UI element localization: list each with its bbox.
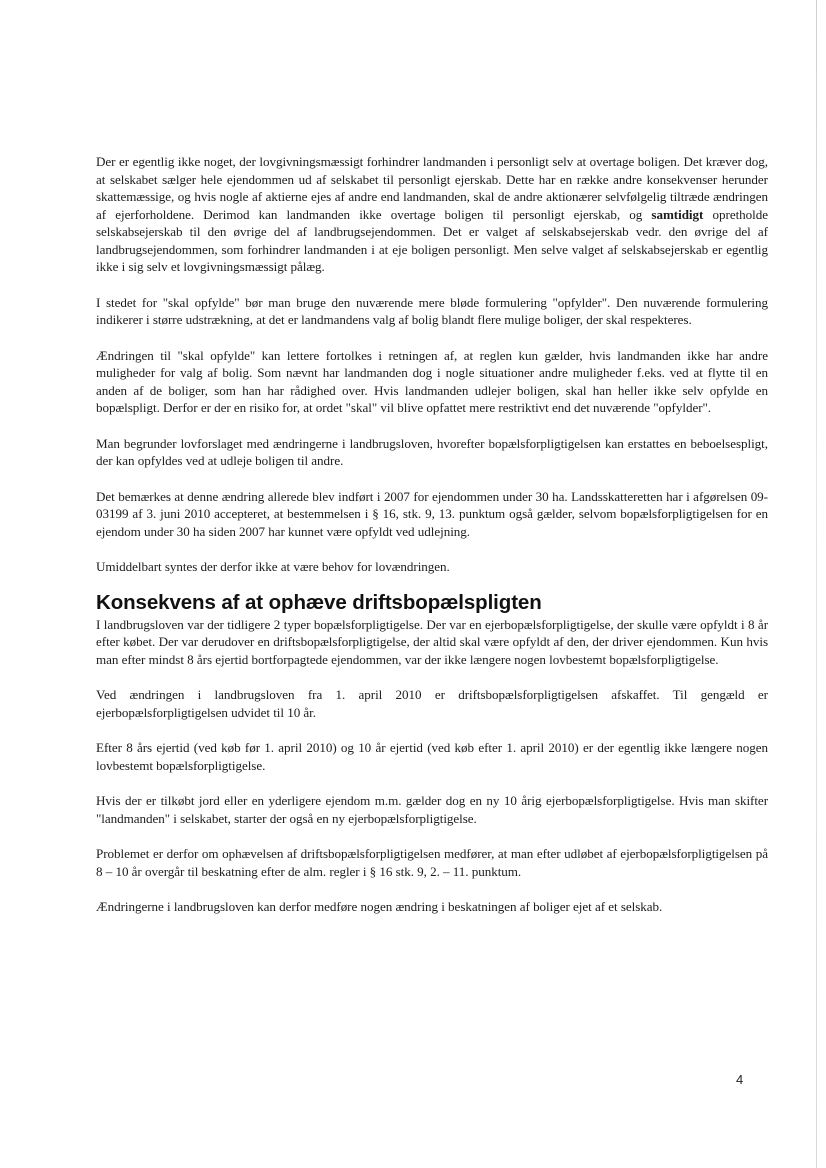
- paragraph-justification: Man begrunder lovforslaget med ændringerne i landbrugsloven, hvorefter bopælsforpligtigelsen kan erstattes en beboelsespligt, der kan opfyldes ved at udleje boligen til andre.: [96, 435, 768, 468]
- paragraph-conclusion: Umiddelbart syntes der derfor ikke at være behov for lovændringen.: [96, 559, 450, 574]
- paragraph-problem: Problemet er derfor om ophævelsen af driftsbopælsforpligtigelsen medfører, at man efter udløbet af ejerbopælsforpligtigelsen på 8 – 10 år overgår til beskatning efter de alm. regler i § 16 stk. 9, 2. – 11. punktum.: [96, 846, 768, 879]
- paragraph-ownership-text-after: opretholde selskabsejerskab til den øvrige del af landbrugsejendommen. Det er valget af selskabsejerskab vedr. den øvrige del af landbrugsejendommen, som forhindrer landmanden i at eje boligen personligt. Men selve valget af selskabsejerskab er egentlig ikke i sig selv et lovgivningsmæssigt pålæg.: [96, 206, 769, 274]
- document-page: [96, 153, 768, 934]
- paragraph-ownership-text-before: Der er egentlig ikke noget, der lovgivningsmæssigt forhindrer landmanden i personligt selv at overtage boligen. Det kræver dog, at selskabet sælger hele ejendommen ud af selskabet til personligt ejerskab. Dette har en række andre konsekvenser herunder skattemæssige, og hvis nogle af aktierne ejes af andre end landmanden, skal de andre aktionærer selvfølgelig tiltræde ændringen af ejerforholdene. Derimod kan landmanden ikke overtage boligen til personligt ejerskab, og: [96, 154, 768, 222]
- paragraph-new-obligation: Hvis der er tilkøbt jord eller en yderligere ejendom m.m. gælder dog en ny 10 årig ejerbopælsforpligtigelse. Hvis man skifter "landmanden" i selskabet, starter der også en ny ejerbopælsforpligtigelse.: [96, 793, 768, 826]
- scan-edge-line: [816, 0, 817, 1168]
- paragraph-wording: I stedet for "skal opfylde" bør man bruge den nuværende mere bløde formulering "opfylder". Den nuværende formulering indikerer i større udstrækning, at det er landmandens valg af bolig blandt flere mulige boliger, der skal respekteres.: [96, 294, 768, 327]
- section-heading: Konsekvens af at ophæve driftsbopælspligten: [96, 590, 542, 614]
- page-number: 4: [736, 1072, 744, 1087]
- paragraph-note-2007: Det bemærkes at denne ændring allerede blev indført i 2007 for ejendommen under 30 ha. Landsskatteretten har i afgørelsen 09-03199 af 3. juni 2010 accepteret, at bestemmelsen i § 16, stk. 9, 13. punktum også gælder, selvom bopælsforpligtigelsen for en ejendom under 30 ha siden 2007 har kunnet være opfyldt ved udlejning.: [96, 488, 768, 539]
- paragraph-interpretation: Ændringen til "skal opfylde" kan lettere fortolkes i retningen af, at reglen kun gælder, hvis landmanden ikke har andre muligheder for valg af bolig. Som nævnt har landmanden dog i nogle situationer andre muligheder f.eks. ved at flytte til en anden af de boliger, som han har rådighed over. Hvis landmanden udlejer boligen, skal han heller ikke selv opfylde en bopælspligt. Derfor er der en risiko for, at ordet "skal" vil blive opfattet mere restriktivt end det nuværende "opfylder".: [96, 347, 768, 415]
- paragraph-history: I landbrugsloven var der tidligere 2 typer bopælsforpligtigelse. Der var en ejerbopælsforpligtigelse, der skulle være opfyldt i 8 år efter købet. Der var derudover en driftsbopælsforpligtigelse, der altid skal være opfyldt af den, der driver ejendommen. Kun hvis man efter mindst 8 års ejertid bortforpagtede ejendommen, var der ikke længere nogen lovbestemt bopælsforpligtigelse.: [96, 616, 768, 667]
- paragraph-ownership-bold: samtidigt: [651, 206, 704, 222]
- paragraph-ownership: [96, 153, 768, 276]
- paragraph-change-2010: Ved ændringen i landbrugsloven fra 1. april 2010 er driftsbopælsforpligtigelsen afskaffet. Til gengæld er ejerbopælsforpligtigelsen udvidet til 10 år.: [96, 687, 768, 720]
- paragraph-ownership-period: Efter 8 års ejertid (ved køb før 1. april 2010) og 10 år ejertid (ved køb efter 1. april 2010) er der egentlig ikke længere nogen lovbestemt bopælsforpligtigelse.: [96, 740, 768, 773]
- paragraph-final: Ændringerne i landbrugsloven kan derfor medføre nogen ændring i beskatningen af boliger ejet af et selskab.: [96, 899, 663, 914]
